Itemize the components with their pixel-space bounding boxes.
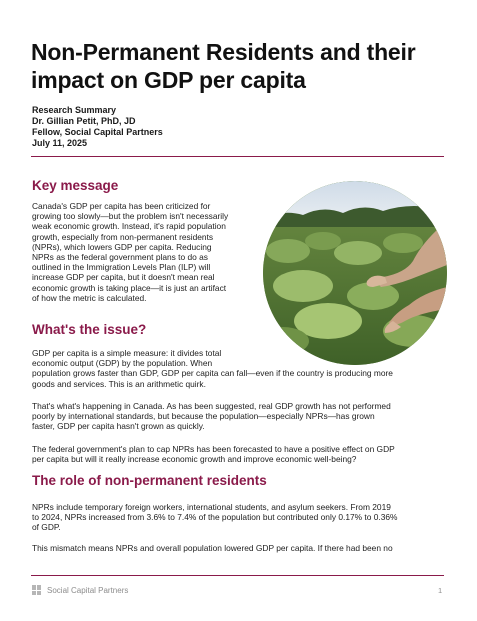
meta-author: Dr. Gillian Petit, PhD, JD	[32, 116, 136, 126]
text-line: The federal government's plan to cap NPRs has been forecasted to have a positive effect on GDP	[32, 444, 395, 454]
footer-logo	[32, 585, 128, 595]
heading-key-message: Key message	[32, 178, 119, 193]
text-line: poorly by international standards, but because the population—especially NPRs—has grown	[32, 411, 375, 422]
meta-affiliation: Fellow, Social Capital Partners	[32, 127, 163, 137]
text-line: GDP per capita is a simple measure: it divides total	[32, 348, 222, 358]
text-line: to 2024, NPRs increased from 3.6% to 7.4% of the population but contributed only 0.17% to 0.36%	[32, 512, 398, 523]
page-number: 1	[438, 586, 443, 595]
text-line: population grows faster than GDP, GDP per capita can fall—even if the country is producing more	[32, 368, 393, 379]
crop-field-photo	[263, 181, 447, 365]
role-paragraph-2	[32, 543, 444, 553]
text-line: faster, GDP per capita hasn't grown as quickly.	[32, 421, 205, 432]
footer-divider	[31, 575, 444, 576]
text-line: per capita but will it really increase economic growth and improve economic well-being?	[32, 454, 357, 465]
issue-paragraph-3	[32, 444, 444, 464]
text-line: of GDP.	[32, 522, 61, 533]
text-line: of how the metric is calculated.	[32, 292, 147, 303]
document-meta	[32, 105, 163, 149]
meta-date: July 11, 2025	[32, 138, 88, 148]
text-line: economic output (GDP) by the population. When	[32, 358, 213, 369]
title-line: impact on GDP per capita	[31, 67, 306, 93]
text-line: outlined in the Immigration Levels Plan (ILP) will	[32, 262, 211, 273]
issue-paragraph-2	[32, 401, 444, 432]
text-line: This mismatch means NPRs and overall population lowered GDP per capita. If there had been no	[32, 543, 393, 553]
header-divider	[31, 156, 444, 157]
issue-paragraph-1	[32, 348, 444, 389]
text-line: NPRs include temporary foreign workers, international students, and asylum seekers. From 2019	[32, 502, 391, 512]
text-line: That's what's happening in Canada. As has been suggested, real GDP growth has not performed	[32, 401, 391, 411]
text-line: Canada's GDP per capita has been criticized for	[32, 201, 211, 211]
heading-role-of-nprs: The role of non-permanent residents	[32, 473, 267, 488]
key-message-paragraph	[32, 201, 262, 303]
text-line: increase GDP per capita, but it doesn't mean real	[32, 272, 215, 283]
grid-logo-icon	[32, 585, 42, 595]
meta-type: Research Summary	[32, 105, 117, 115]
text-line: economic growth is taking place—it is just an artifact	[32, 282, 227, 293]
heading-whats-the-issue: What's the issue?	[32, 322, 147, 337]
text-line: NPRs as the federal government plans to do as	[32, 252, 208, 263]
text-line: growth, especially from non-permanent residents	[32, 231, 214, 242]
text-line: goods and services. This is an arithmetic quirk.	[32, 378, 206, 389]
role-paragraph-1	[32, 502, 444, 533]
text-line: weak economic growth. Instead, it's rapid population	[32, 221, 226, 232]
title-line: Non-Permanent Residents and their	[31, 39, 416, 65]
crop-field-photo-art	[263, 181, 447, 365]
text-line: growing too slowly—but the problem isn't necessarily	[32, 211, 229, 222]
document-title	[31, 38, 451, 94]
text-line: (NPRs), which lowers GDP per capita. Reducing	[32, 241, 212, 252]
footer-org-name: Social Capital Partners	[47, 585, 129, 595]
